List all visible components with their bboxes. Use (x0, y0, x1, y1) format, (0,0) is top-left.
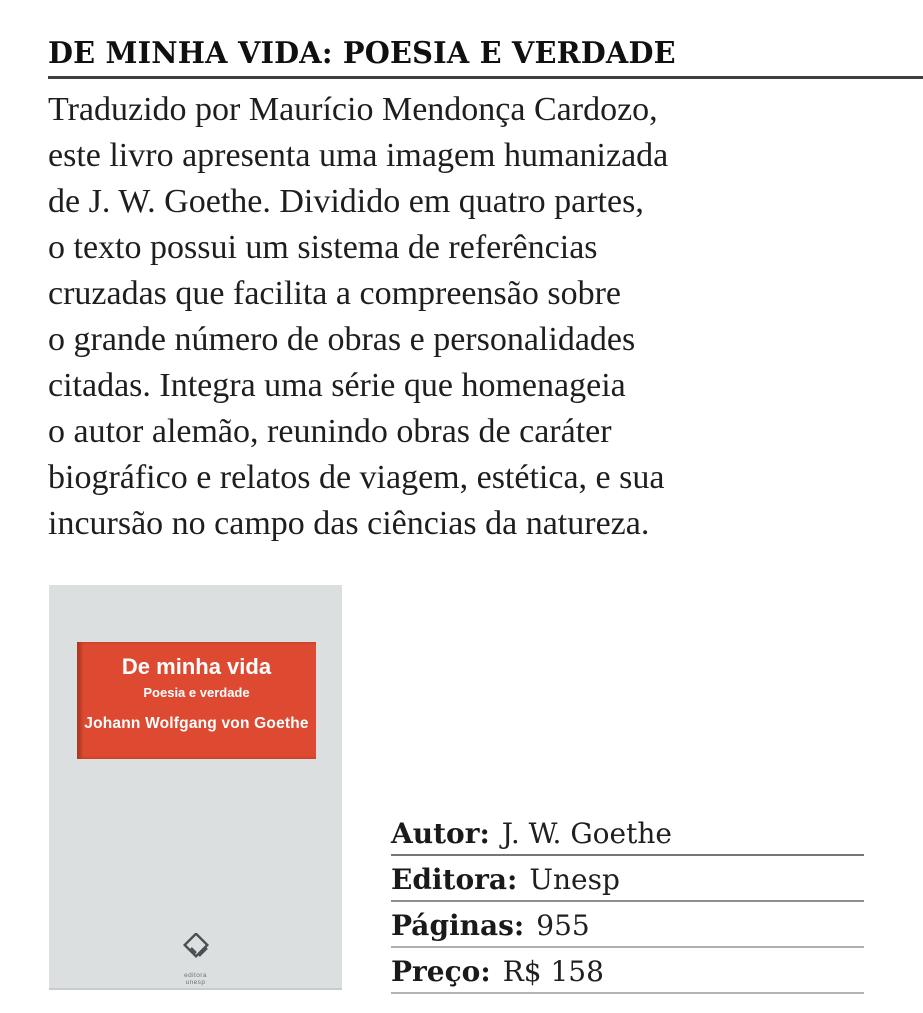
description-line: biográfico e relatos de viagem, estética, e sua (48, 459, 665, 496)
detail-value: 955 (536, 909, 590, 942)
book-details-list (391, 810, 864, 994)
cover-book-author: Johann Wolfgang von Goethe (84, 715, 309, 732)
description-line: de J. W. Goethe. Dividido em quatro partes, (48, 183, 644, 220)
unesp-logo-caption: editora unesp (184, 972, 207, 986)
detail-label: Preço: (391, 955, 491, 988)
description-line: o texto possui um sistema de referências (48, 229, 598, 266)
detail-row-preco (391, 948, 864, 994)
detail-value: J. W. Goethe (501, 817, 672, 850)
description-line: cruzadas que facilita a compreensão sobre (48, 275, 621, 312)
detail-label: Autor: (391, 817, 490, 850)
detail-value: R$ 158 (502, 955, 604, 988)
description-line: o autor alemão, reunindo obras de caráter (48, 413, 612, 450)
description-line: Traduzido por Maurício Mendonça Cardozo, (48, 91, 658, 128)
description-line: este livro apresenta uma imagem humanizada (48, 137, 669, 174)
description-line: o grande número de obras e personalidades (48, 321, 636, 358)
book-description (48, 87, 668, 547)
description-line: citadas. Integra uma série que homenageia (48, 367, 626, 404)
detail-label: Páginas: (391, 909, 525, 942)
description-line: incursão no campo das ciências da natureza. (48, 505, 650, 542)
cover-title-panel (77, 642, 316, 759)
cover-book-title: De minha vida (121, 654, 272, 679)
title-rule-divider (48, 76, 923, 79)
detail-value: Unesp (529, 863, 620, 896)
detail-row-editora (391, 856, 864, 902)
detail-label: Editora: (391, 863, 518, 896)
detail-row-paginas (391, 902, 864, 948)
book-cover-image (49, 585, 342, 990)
unesp-logo-icon (177, 933, 215, 965)
cover-book-subtitle: Poesia e verdade (143, 685, 250, 700)
page-title: DE MINHA VIDA: POESIA E VERDADE (48, 36, 676, 71)
detail-row-autor (391, 810, 864, 856)
publisher-logo (161, 933, 231, 986)
